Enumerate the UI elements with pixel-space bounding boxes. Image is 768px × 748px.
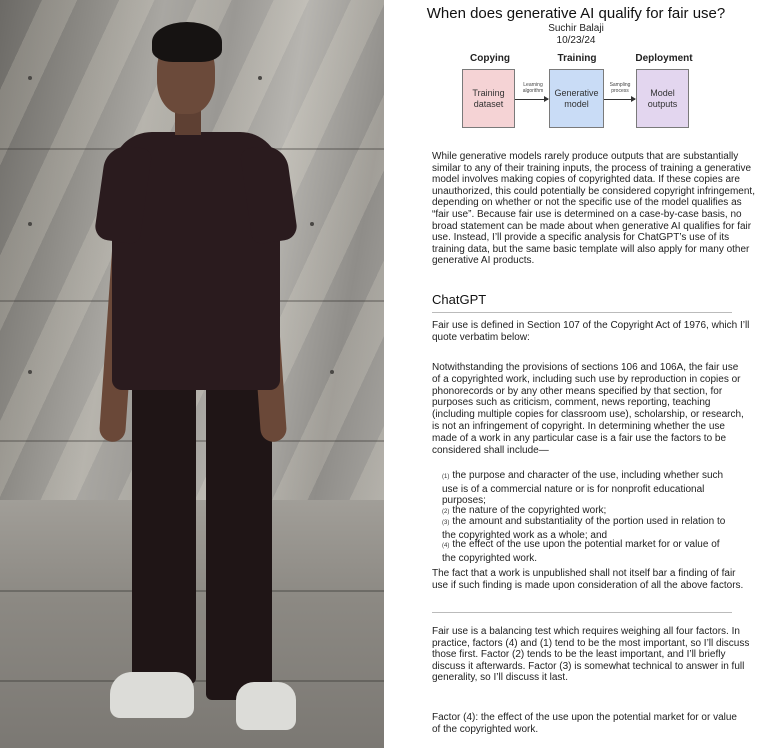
factor-number: (4) [442,543,450,549]
factor-text: the nature of the copyrighted work; [452,505,607,516]
factor-item [442,470,732,507]
stage-label-deployment: Deployment [635,53,693,64]
left-leg [132,384,196,684]
stage-label-copying: Copying [470,53,510,64]
statute-quote: Notwithstanding the provisions of sections 106 and 106A, the fair use of a copyrighted work, including such use by reproduction in copies or phonorecords or by any other means specified by that section, for purposes such as criticism, comment, news reporting, teaching (including multiple copies for classroom use), scholarship, or research, is not an infringement of copyright. In determining whether the use made of a work in any particular case is a fair use the factors to be considered shall include— [432,362,744,456]
arrow-right-icon [515,99,548,100]
intro-paragraph: While generative models rarely produce outputs that are substantially similar to any of their training inputs, the process of training a generative model involves making copies of copyrighted data. If these copies are unauthorized, this could potentially be considered copyright infringement, depending on whether or not the specific use of the model qualifies as “fair use”. Because fair use is determined on a case-by-case basis, no broad statement can be made about when generative AI qualifies for fair use. Instead, I’ll provide a specific analysis for ChatGPT’s use of its training data, but the same basic template will also apply for many other generative AI products. [432,151,755,267]
model-outputs-box: Model outputs [636,69,689,128]
fair-use-intro: Fair use is defined in Section 107 of the Copyright Act of 1976, which I’ll quote verbatim below: [432,320,750,343]
right-shoe [236,682,296,730]
factor-text: the effect of the use upon the potential market for or value of the copyrighted work. [442,539,720,564]
training-dataset-box: Training dataset [462,69,515,128]
document-title: When does generative AI qualify for fair use? [426,5,726,22]
learning-algorithm-label: Learning algorithm [522,82,544,94]
divider [432,312,732,313]
generative-model-box: Generative model [549,69,604,128]
unpublished-paragraph: The fact that a work is unpublished shall not itself bar a finding of fair use if such finding is made upon consideration of all the above factors. [432,568,744,591]
document-author: Suchir Balaji [548,23,604,34]
factor-text: the purpose and character of the use, including whether such use is of a commercial nature or is for nonprofit educational purposes; [442,470,724,507]
factor-item [442,516,732,541]
factor-number: (3) [442,520,450,526]
section-title-chatgpt: ChatGPT [432,292,487,307]
factor-item [442,539,732,564]
stage-label-training: Training [557,53,597,64]
factor4-heading: Factor (4): the effect of the use upon the potential market for or value of the copyrighted work. [432,712,737,735]
divider [432,612,732,613]
factor-number: (1) [442,474,450,480]
document-page [384,0,768,748]
sampling-process-label: Sampling process [609,82,631,94]
left-shoe [110,672,194,718]
factor-text: the amount and substantiality of the portion used in relation to the copyrighted work as a whole; and [442,516,726,541]
factor-number: (2) [442,509,450,515]
arrow-right-icon [604,99,635,100]
hair [152,22,222,62]
document-date: 10/23/24 [556,35,596,46]
balancing-paragraph: Fair use is a balancing test which requires weighing all four factors. In practice, factors (4) and (1) tend to be the most important, so I’ll discuss those first. Factor (2) tends to be the least important, and I’ll briefly discuss it afterwards. Factor (3) is somewhat technical to answer in full generality, so I’ll discuss it last. [432,626,750,684]
